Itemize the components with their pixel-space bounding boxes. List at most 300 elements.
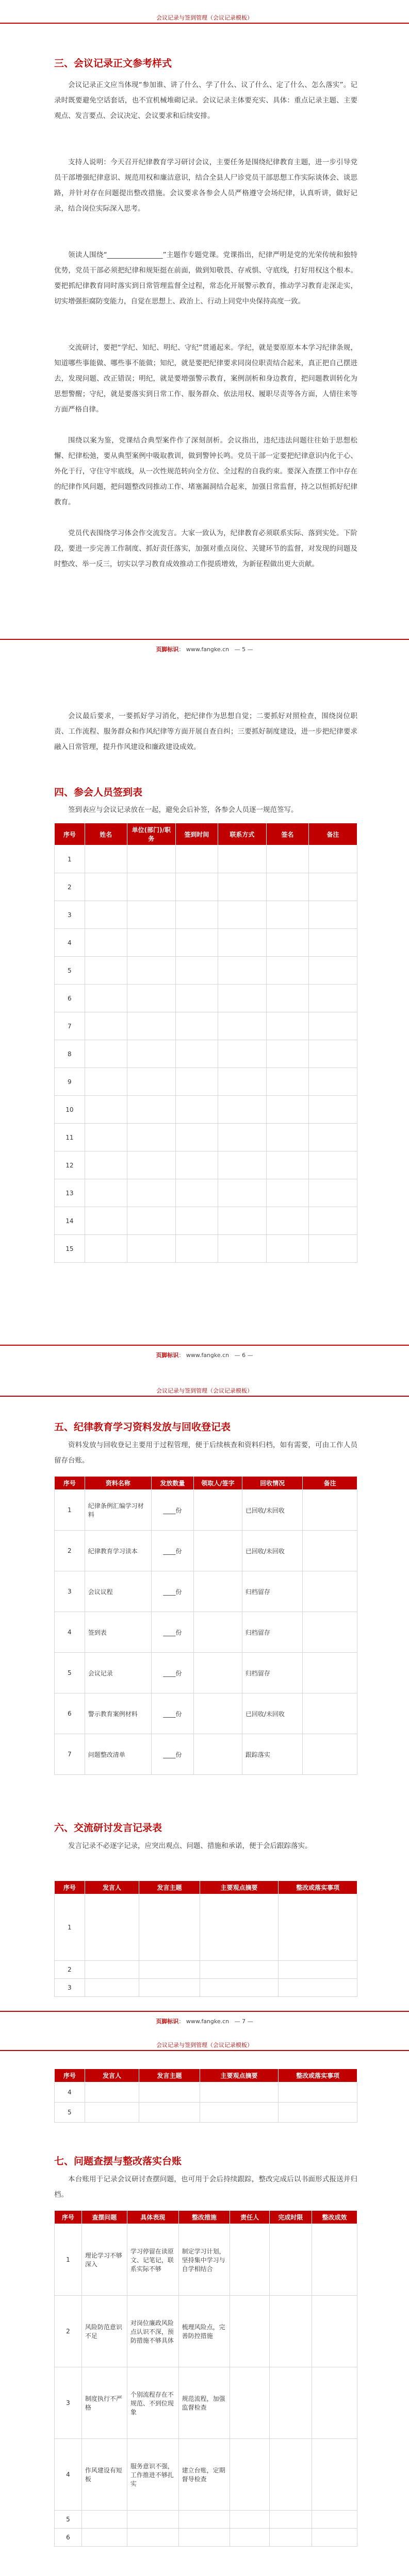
table-row <box>55 1894 357 1961</box>
material-receiver <box>193 1490 242 1531</box>
row-number: 15 <box>55 1235 85 1263</box>
material-qty: ____份 <box>151 1653 193 1693</box>
empty-cell <box>175 1012 218 1040</box>
section-3-para-1: 会议记录正文应当体现“参加谁、讲了什么、学了什么、议了什么、定了什么、怎么落实”。记录时既要避免空话套话，也不宜机械堆砌记录。会议记录主体要充实、具体：重点记录主题、主要观点、发言要点、会议决定、会议要求和后续安排。 <box>54 81 357 120</box>
empty-cell <box>175 873 218 901</box>
empty-cell <box>218 1179 266 1207</box>
material-name: 签到表 <box>85 1612 151 1653</box>
empty-cell <box>309 873 357 901</box>
empty-cell <box>266 1151 308 1179</box>
material-receiver <box>193 1612 242 1653</box>
row-number: 5 <box>55 2103 85 2123</box>
col-header-deadline: 完成时限 <box>269 2211 312 2224</box>
table-row <box>55 1235 357 1263</box>
col-header-return: 回收情况 <box>242 1477 302 1490</box>
empty-cell <box>309 1151 357 1179</box>
person-cell <box>230 2367 269 2439</box>
empty-cell <box>139 1961 200 1979</box>
empty-cell <box>127 1235 175 1263</box>
material-receiver <box>193 1531 242 1571</box>
table-row <box>55 1012 357 1040</box>
row-number: 14 <box>55 1207 85 1235</box>
detail-cell: 学习停留在读原文、记笔记，联系实际不够 <box>127 2224 178 2296</box>
empty-cell <box>85 1096 127 1124</box>
col-header-detail: 具体表现 <box>127 2211 178 2224</box>
deadline-cell <box>269 2296 312 2367</box>
empty-cell <box>127 873 175 901</box>
row-number: 6 <box>55 1693 85 1734</box>
page-footer: 页脚标识： www.fangke.cn — 7 — <box>156 2018 253 2025</box>
page-8 <box>0 2027 409 2576</box>
empty-cell <box>309 985 357 1012</box>
col-header-qty: 发放数量 <box>151 1477 193 1490</box>
page-6-intro: 会议最后要求，一要抓好学习消化，把纪律作为思想自觉；二要抓好对照检查，围绕岗位职责、工作流程、服务群众和作风纪律等方面开展自查自纠；三要抓好制度建设，进一步把纪律要求融入日常管理，提升作风建设和廉政建设成效。 <box>54 712 357 751</box>
col-header-topic: 发言主题 <box>139 1881 200 1894</box>
table-row <box>55 1207 357 1235</box>
col-header-sign: 签名 <box>266 823 308 845</box>
empty-cell <box>266 1068 308 1096</box>
col-header-unit: 单位(部门)/职务 <box>127 823 175 845</box>
row-number: 4 <box>55 2439 82 2511</box>
col-header-receiver: 领取人/签字 <box>193 1477 242 1490</box>
empty-cell <box>218 1151 266 1179</box>
material-return: 归档留存 <box>242 1612 302 1653</box>
material-return: 归档留存 <box>242 1653 302 1693</box>
table-row <box>55 873 357 901</box>
table-row <box>55 1096 357 1124</box>
deadline-cell <box>269 2367 312 2439</box>
material-receiver <box>193 1734 242 1775</box>
row-number: 5 <box>55 957 85 985</box>
empty-cell <box>175 1124 218 1151</box>
empty-cell <box>85 2082 139 2103</box>
table-row <box>55 1068 357 1096</box>
footer-label: 页脚标识 <box>156 2018 179 2025</box>
table-row <box>55 2529 357 2547</box>
table-row <box>55 1612 357 1653</box>
issue-cell: 理论学习不够深入 <box>81 2224 127 2296</box>
table-row <box>55 1040 357 1068</box>
header-divider <box>0 23 409 24</box>
material-name: 纪律教育学习读本 <box>85 1531 151 1571</box>
row-number: 1 <box>55 1894 85 1961</box>
empty-cell <box>218 1040 266 1068</box>
material-qty: ____份 <box>151 1612 193 1653</box>
effect-cell <box>312 2439 357 2511</box>
empty-cell <box>175 957 218 985</box>
empty-cell <box>218 873 266 901</box>
footer-divider <box>0 2011 409 2012</box>
empty-cell <box>266 929 308 957</box>
empty-cell <box>85 957 127 985</box>
material-qty: ____份 <box>151 1531 193 1571</box>
person-cell <box>230 2224 269 2296</box>
section-5-note: 资料发放与回收登记主要用于过程管理，便于后续核查和资料归档，如有需要，可由工作人员留存台账。 <box>54 1441 357 1465</box>
material-qty: ____份 <box>151 1490 193 1531</box>
material-remark <box>303 1531 357 1571</box>
empty-cell <box>218 845 266 873</box>
empty-cell <box>218 929 266 957</box>
empty-cell <box>139 1894 200 1961</box>
empty-cell <box>218 985 266 1012</box>
row-number: 9 <box>55 1068 85 1096</box>
row-number: 7 <box>55 1012 85 1040</box>
empty-cell <box>266 1124 308 1151</box>
measure-cell <box>178 2511 230 2529</box>
page-header: 会议记录与签到管理（会议记录模板） <box>156 2042 253 2048</box>
col-header-followup: 整改或落实事项 <box>279 1881 357 1894</box>
empty-cell <box>279 2082 357 2103</box>
col-header-followup: 整改或落实事项 <box>279 2069 357 2082</box>
footer-page-number: — 6 — <box>234 1352 253 1359</box>
section-6-title: 六、交流研讨发言记录表 <box>54 1822 162 1834</box>
empty-cell <box>85 1979 139 1997</box>
table-row <box>55 2511 357 2529</box>
speech-table-continued <box>54 2069 357 2123</box>
empty-cell <box>309 957 357 985</box>
person-cell <box>230 2511 269 2529</box>
effect-cell <box>312 2367 357 2439</box>
material-table <box>54 1476 357 1775</box>
empty-cell <box>85 1207 127 1235</box>
footer-site: www.fangke.cn <box>186 1352 230 1359</box>
empty-cell <box>85 1012 127 1040</box>
page-footer: 页脚标识： www.fangke.cn — 6 — <box>156 1352 253 1359</box>
table-row <box>55 1124 357 1151</box>
footer-divider <box>0 639 409 640</box>
section-7-title: 七、问题查摆与整改落实台账 <box>54 2156 182 2167</box>
footer-site: www.fangke.cn <box>186 2018 230 2025</box>
footer-site: www.fangke.cn <box>186 646 230 653</box>
page-6 <box>0 688 409 1373</box>
empty-cell <box>200 1979 279 1997</box>
empty-cell <box>279 1894 357 1961</box>
deadline-cell <box>269 2511 312 2529</box>
deadline-cell <box>269 2529 312 2547</box>
row-number: 7 <box>55 1734 85 1775</box>
detail-cell: 服务意识不强，工作推进不够扎实 <box>127 2439 178 2511</box>
footer-divider <box>0 1345 409 1346</box>
deadline-cell <box>269 2439 312 2511</box>
col-header-topic: 发言主题 <box>139 2069 200 2082</box>
material-remark <box>303 1693 357 1734</box>
page-header: 会议记录与签到管理（会议记录模板） <box>156 1387 253 1394</box>
row-number: 13 <box>55 1179 85 1207</box>
empty-cell <box>85 2103 139 2123</box>
material-remark <box>303 1734 357 1775</box>
material-name: 纪律条例汇编学习材料 <box>85 1490 151 1531</box>
table-row <box>55 1151 357 1179</box>
row-number: 4 <box>55 1612 85 1653</box>
footer-label: 页脚标识 <box>156 1352 179 1359</box>
col-header-remark: 备注 <box>309 823 357 845</box>
empty-cell <box>309 1179 357 1207</box>
effect-cell <box>312 2224 357 2296</box>
empty-cell <box>218 1012 266 1040</box>
empty-cell <box>175 1068 218 1096</box>
empty-cell <box>139 1979 200 1997</box>
col-header-no: 序号 <box>55 2211 82 2224</box>
empty-cell <box>85 1235 127 1263</box>
material-qty: ____份 <box>151 1693 193 1734</box>
empty-cell <box>279 2103 357 2123</box>
table-row <box>55 1490 357 1531</box>
table-row <box>55 1571 357 1612</box>
col-header-material: 资料名称 <box>85 1477 151 1490</box>
empty-cell <box>218 1068 266 1096</box>
material-return: 跟踪落实 <box>242 1734 302 1775</box>
empty-cell <box>309 1068 357 1096</box>
section-3-para-6: 党员代表围绕学习体会作交流发言。大家一致认为，纪律教育必须联系实际、落到实处。下阶段，要进一步完善工作制度、抓好责任落实，加强对重点岗位、关键环节的监督，对发现的问题及时整改、举一反三，切实以学习教育成效推动工作提质增效，为新征程做出更大贡献。 <box>54 529 357 568</box>
row-number: 4 <box>55 2082 85 2103</box>
empty-cell <box>200 2082 279 2103</box>
empty-cell <box>127 957 175 985</box>
row-number: 11 <box>55 1124 85 1151</box>
col-header-measure: 整改措施 <box>178 2211 230 2224</box>
page-5 <box>0 0 409 688</box>
empty-cell <box>266 1179 308 1207</box>
table-row <box>55 2367 357 2439</box>
table-row <box>55 1979 357 1997</box>
header-divider <box>0 1396 409 1397</box>
measure-cell <box>178 2529 230 2547</box>
empty-cell <box>266 985 308 1012</box>
empty-cell <box>309 845 357 873</box>
empty-cell <box>309 1040 357 1068</box>
empty-cell <box>85 873 127 901</box>
table-row <box>55 901 357 929</box>
issue-cell: 制度执行不严格 <box>81 2367 127 2439</box>
empty-cell <box>309 1096 357 1124</box>
empty-cell <box>266 1040 308 1068</box>
empty-cell <box>175 1040 218 1068</box>
speech-table <box>54 1880 357 1997</box>
effect-cell <box>312 2296 357 2367</box>
empty-cell <box>127 1040 175 1068</box>
empty-cell <box>85 1961 139 1979</box>
row-number: 1 <box>55 1490 85 1531</box>
empty-cell <box>266 873 308 901</box>
empty-cell <box>266 1012 308 1040</box>
col-header-effect: 整改成效 <box>312 2211 357 2224</box>
empty-cell <box>127 929 175 957</box>
detail-cell: 个别流程存在不规范、不到位现象 <box>127 2367 178 2439</box>
section-4-note: 签到表应与会议记录放在一起，避免会后补签，各参会人员逐一规范签写。 <box>68 806 298 814</box>
empty-cell <box>85 1179 127 1207</box>
empty-cell <box>200 2103 279 2123</box>
empty-cell <box>218 1207 266 1235</box>
table-row <box>55 929 357 957</box>
measure-cell: 梳理风险点，完善防控措施 <box>178 2296 230 2367</box>
row-number: 4 <box>55 929 85 957</box>
row-number: 10 <box>55 1096 85 1124</box>
empty-cell <box>85 929 127 957</box>
empty-cell <box>127 845 175 873</box>
empty-cell <box>127 1012 175 1040</box>
empty-cell <box>85 1894 139 1961</box>
empty-cell <box>175 1235 218 1263</box>
measure-cell: 建立台账，定期督导检查 <box>178 2439 230 2511</box>
empty-cell <box>309 901 357 929</box>
col-header-no: 序号 <box>55 1881 85 1894</box>
empty-cell <box>200 1894 279 1961</box>
effect-cell <box>312 2529 357 2547</box>
material-qty: ____份 <box>151 1571 193 1612</box>
table-row <box>55 2296 357 2367</box>
empty-cell <box>279 1961 357 1979</box>
footer-page-number: — 5 — <box>234 646 253 653</box>
row-number: 8 <box>55 1040 85 1068</box>
table-row <box>55 1179 357 1207</box>
empty-cell <box>127 1096 175 1124</box>
empty-cell <box>127 1179 175 1207</box>
empty-cell <box>218 957 266 985</box>
empty-cell <box>175 1096 218 1124</box>
col-header-issue: 查摆问题 <box>81 2211 127 2224</box>
col-header-contact: 联系方式 <box>218 823 266 845</box>
empty-cell <box>309 1235 357 1263</box>
material-remark <box>303 1653 357 1693</box>
table-row <box>55 2224 357 2296</box>
section-6-note: 发言记录不必逐字记录，应突出观点、问题、措施和承诺，便于会后跟踪落实。 <box>68 1842 312 1850</box>
material-return: 已回收/未回收 <box>242 1531 302 1571</box>
empty-cell <box>175 1179 218 1207</box>
issue-cell <box>81 2511 127 2529</box>
section-3-title: 三、会议记录正文参考样式 <box>54 58 172 69</box>
empty-cell <box>309 1124 357 1151</box>
empty-cell <box>175 1151 218 1179</box>
row-number: 3 <box>55 1979 85 1997</box>
material-name: 会议议程 <box>85 1571 151 1612</box>
header-divider <box>0 2050 409 2051</box>
material-return: 已回收/未回收 <box>242 1693 302 1734</box>
empty-cell <box>266 1235 308 1263</box>
row-number: 6 <box>55 985 85 1012</box>
col-header-summary: 主要观点摘要 <box>200 1881 279 1894</box>
deadline-cell <box>269 2224 312 2296</box>
table-row <box>55 2103 357 2123</box>
person-cell <box>230 2296 269 2367</box>
row-number: 1 <box>55 845 85 873</box>
empty-cell <box>127 1124 175 1151</box>
material-receiver <box>193 1571 242 1612</box>
col-header-person: 责任人 <box>230 2211 269 2224</box>
section-3-para-3: 领读人围绕“________________”主题作专题党课。党课指出，纪律严明是党的光荣传统和独特优势，党员干部必须把纪律和规矩挺在前面，做到知敬畏、存戒惧、守底线，打好用权这个根本。要把抓纪律教育同时落实到日常管理监督全过程，常态化开展警示教育，推动学习教育走深走实，切实增强拒腐防变能力，自觉在思想上、政治上、行动上同党中央保持高度一致。 <box>54 251 357 306</box>
material-remark <box>303 1612 357 1653</box>
rectification-table <box>54 2210 357 2547</box>
table-row <box>55 845 357 873</box>
col-header-speaker: 发言人 <box>85 2069 139 2082</box>
material-return: 已回收/未回收 <box>242 1490 302 1531</box>
empty-cell <box>175 901 218 929</box>
empty-cell <box>266 1207 308 1235</box>
empty-cell <box>200 1961 279 1979</box>
col-header-name: 姓名 <box>85 823 127 845</box>
section-3-para-5: 围绕以案为鉴，党课结合典型案件作了深刻剖析。会议指出，违纪违法问题往往始于思想松懈、纪律松弛，要从典型案例中吸取教训，做到警钟长鸣。党员干部一定要把纪律意识内化于心、外化于行，守住守牢底线，从一次性规范转向全方位、全过程的自我约束。要深入查摆工作中存在的纪律作风问题，把问题整改同推动工作、堵塞漏洞结合起来，加强日常监督，持之以恒抓好纪律教育。 <box>54 436 357 506</box>
empty-cell <box>266 957 308 985</box>
page-footer: 页脚标识： www.fangke.cn — 5 — <box>156 646 253 653</box>
row-number: 2 <box>55 1531 85 1571</box>
table-row <box>55 1961 357 1979</box>
section-3-para-4: 交流研讨，要把“学纪、知纪、明纪、守纪”贯通起来。学纪，就是要原原本本学习纪律条规，知道哪些事能做、哪些事不能做；知纪，就是要把纪律要求同岗位职责结合起来，真正把自己摆进去，发现问题、改正错误；明纪，就是要增强警示教育，案例剖析和身边教育，把问题教训转化为思想警醒；守纪，就是要落实到日常工作、服务群众、依法用权、履职尽责等各方面，人情往来等方面严格自律。 <box>54 344 357 414</box>
effect-cell <box>312 2511 357 2529</box>
row-number: 3 <box>55 1571 85 1612</box>
table-row <box>55 1653 357 1693</box>
table-row <box>55 2439 357 2511</box>
empty-cell <box>127 901 175 929</box>
issue-cell: 风险防范意识不足 <box>81 2296 127 2367</box>
col-header-no: 序号 <box>55 2069 85 2082</box>
empty-cell <box>127 1151 175 1179</box>
footer-label: 页脚标识 <box>156 646 179 653</box>
empty-cell <box>139 2082 200 2103</box>
empty-cell <box>85 901 127 929</box>
measure-cell: 规范流程，加强监督检查 <box>178 2367 230 2439</box>
page-header: 会议记录与签到管理（会议记录模板） <box>156 14 253 21</box>
empty-cell <box>309 1012 357 1040</box>
empty-cell <box>85 1124 127 1151</box>
row-number: 5 <box>55 2511 82 2529</box>
empty-cell <box>218 901 266 929</box>
section-4-title: 四、参会人员签到表 <box>54 787 143 798</box>
material-receiver <box>193 1693 242 1734</box>
row-number: 2 <box>55 873 85 901</box>
empty-cell <box>175 929 218 957</box>
measure-cell: 制定学习计划，坚持集中学习与自学相结合 <box>178 2224 230 2296</box>
empty-cell <box>85 1040 127 1068</box>
col-header-speaker: 发言人 <box>85 1881 139 1894</box>
empty-cell <box>85 1068 127 1096</box>
col-header-time: 签到时间 <box>175 823 218 845</box>
table-row <box>55 957 357 985</box>
table-row <box>55 1693 357 1734</box>
empty-cell <box>127 1068 175 1096</box>
footer-page-number: — 7 — <box>234 2018 253 2025</box>
col-header-no: 序号 <box>55 823 85 845</box>
material-return: 归档留存 <box>242 1571 302 1612</box>
empty-cell <box>266 1096 308 1124</box>
row-number: 2 <box>55 2296 82 2367</box>
row-number: 2 <box>55 1961 85 1979</box>
issue-cell <box>81 2529 127 2547</box>
col-header-remark: 备注 <box>303 1477 357 1490</box>
row-number: 6 <box>55 2529 82 2547</box>
empty-cell <box>309 929 357 957</box>
detail-cell: 对岗位廉政风险点认识不深，预防措施不够具体 <box>127 2296 178 2367</box>
material-name: 问题整改清单 <box>85 1734 151 1775</box>
issue-cell: 作风建设有短板 <box>81 2439 127 2511</box>
empty-cell <box>218 1096 266 1124</box>
col-header-no: 序号 <box>55 1477 85 1490</box>
empty-cell <box>218 1124 266 1151</box>
person-cell <box>230 2529 269 2547</box>
material-qty: ____份 <box>151 1734 193 1775</box>
empty-cell <box>85 985 127 1012</box>
row-number: 5 <box>55 1653 85 1693</box>
attendance-table <box>54 823 357 1263</box>
empty-cell <box>266 901 308 929</box>
section-3-para-2: 支持人说明：今天召开纪律教育学习研讨会议，主要任务是围绕纪律教育主题，进一步引导党员干部增强纪律意识、规范用权和廉洁意识，结合全县人尸诊党员干部思想工作实际谈体会、谈思路，并针对存在问题提出整改措施。会议要求各参会人员严格遵守会场纪律，认真听讲，做好记录，结合岗位实际深入思考。 <box>54 158 357 213</box>
empty-cell <box>85 1151 127 1179</box>
empty-cell <box>175 845 218 873</box>
empty-cell <box>175 985 218 1012</box>
empty-cell <box>127 985 175 1012</box>
material-name: 警示教育案例材料 <box>85 1693 151 1734</box>
col-header-summary: 主要观点摘要 <box>200 2069 279 2082</box>
empty-cell <box>175 1207 218 1235</box>
material-remark <box>303 1490 357 1531</box>
empty-cell <box>85 845 127 873</box>
